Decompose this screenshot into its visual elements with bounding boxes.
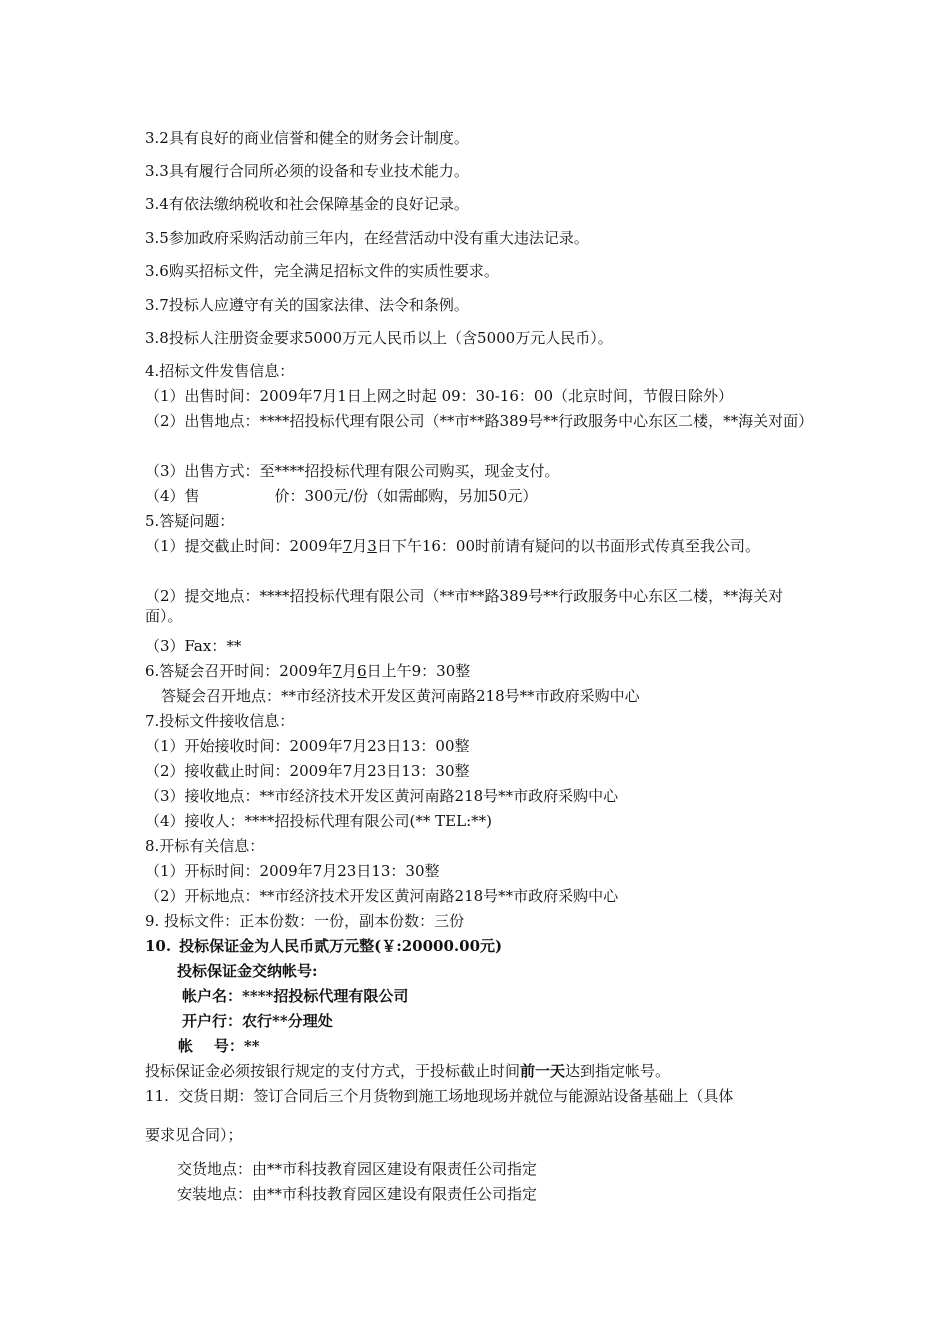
receive-end: （2）接收截止时间：2009年7月23日13：30整 [145,762,470,780]
clause-3-3: 3.3具有履行合同所必须的设备和专业技术能力。 [145,162,469,180]
sale-price [145,486,537,506]
sale-time: （1）出售时间：2009年7月1日上网之时起 09：30-16：00（北京时间，节假日除外） [145,387,733,405]
meeting-month: 7 [332,662,343,680]
sale-place: （2）出售地点：****招投标代理有限公司（**市**路389号**行政服务中心东区二楼，**海关对面） [145,412,814,430]
clause-3-5: 3.5参加政府采购活动前三年内，在经营活动中没有重大违法记录。 [145,229,589,247]
question-place: （2）提交地点：****招投标代理有限公司（**市**路389号**行政服务中心东区二楼，**海关对面）。 [145,587,784,625]
qa-meeting-place: 答疑会召开地点：**市经济技术开发区黄河南路218号**市政府采购中心 [161,687,640,705]
deposit-note-emphasis: 前一天 [520,1062,566,1080]
section-5-title: 5.答疑问题： [145,512,235,530]
deadline-month: 7 [342,537,353,555]
section-7-title: 7.投标文件接收信息： [145,712,295,730]
deposit-title: 10. 投标保证金为人民币贰万元整(￥:20000.00元) [145,937,503,955]
bank-name: 开户行：农行**分理处 [182,1012,333,1030]
sale-price-label: （4）售 [145,487,200,505]
opening-time: （1）开标时间：2009年7月23日13：30整 [145,862,440,880]
section-4-title: 4.招标文件发售信息： [145,362,295,380]
section-10-number: 10. [145,937,172,955]
receive-place: （3）接收地点：**市经济技术开发区黄河南路218号**市政府采购中心 [145,787,619,805]
opening-place: （2）开标地点：**市经济技术开发区黄河南路218号**市政府采购中心 [145,887,619,905]
deadline-day: 3 [367,537,377,555]
install-place: 安装地点：由**市科技教育园区建设有限责任公司指定 [177,1185,538,1203]
section-8-title: 8.开标有关信息： [145,837,265,855]
deposit-note: 投标保证金必须按银行规定的支付方式，于投标截止时间前一天达到指定帐号。 [145,1062,671,1080]
section-9: 9. 投标文件：正本份数：一份，副本份数：三份 [145,912,465,930]
receive-start: （1）开始接收时间：2009年7月23日13：00整 [145,737,470,755]
delivery-place: 交货地点：由**市科技教育园区建设有限责任公司指定 [177,1160,538,1178]
clause-3-4: 3.4有依法缴纳税收和社会保障基金的良好记录。 [145,195,469,213]
account-name: 帐户名：****招投标代理有限公司 [182,987,409,1005]
clause-3-6: 3.6购买招标文件，完全满足招标文件的实质性要求。 [145,262,499,280]
clause-3-8: 3.8投标人注册资金要求5000万元人民币以上（含5000万元人民币）。 [145,329,613,347]
fax: （3）Fax：** [145,637,242,655]
meeting-day: 6 [357,662,367,680]
sale-method: （3）出售方式：至****招投标代理有限公司购买，现金支付。 [145,462,560,480]
clause-3-7: 3.7投标人应遵守有关的国家法律、法令和条例。 [145,296,469,314]
sale-price-value: 价：300元/份（如需邮购，另加50元） [274,487,538,505]
clause-3-2: 3.2具有良好的商业信誉和健全的财务会计制度。 [145,129,469,147]
receiver: （4）接收人：****招投标代理有限公司(** TEL:**) [145,812,492,830]
account-number: 帐 号：** [178,1037,260,1055]
question-deadline: （1）提交截止时间：2009年7月3日下午16：00时前请有疑问的以书面形式传真至我公司。 [145,537,761,555]
deposit-account-title: 投标保证金交纳帐号: [177,962,318,980]
delivery-date-cont: 要求见合同）； [145,1126,243,1144]
delivery-date: 11. 交货日期：签订合同后三个月货物到施工场地现场并就位与能源站设备基础上（具体 [145,1087,734,1105]
qa-meeting-time: 6.答疑会召开时间：2009年7月6日上午9：30整 [145,662,471,680]
